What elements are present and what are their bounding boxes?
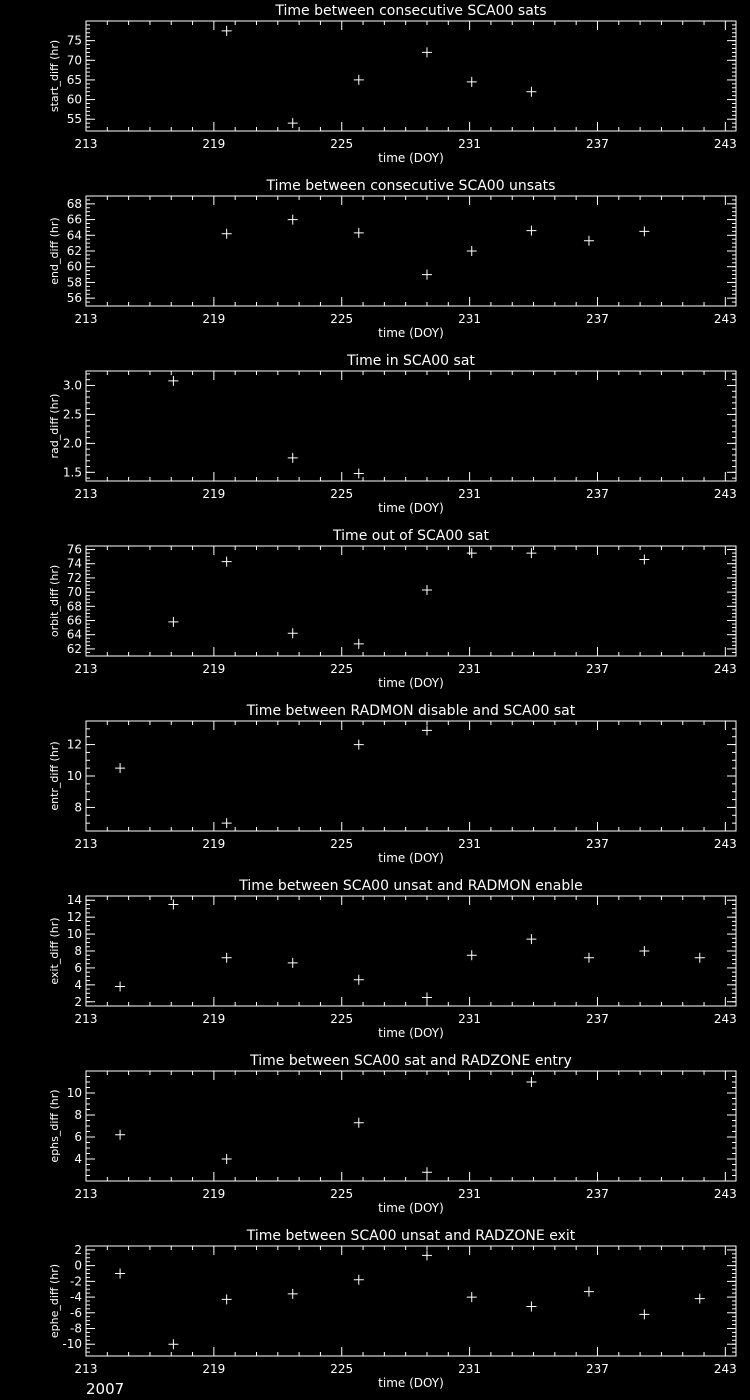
y-tick-label: 3.0 [62,378,82,393]
x-tick-label: 231 [458,137,482,151]
y-tick-label: -6 [70,1305,82,1320]
y-tick-label: 68 [66,599,82,614]
x-tick-label: 213 [74,487,98,501]
y-axis-label: end_diff (hr) [48,217,61,285]
y-tick-label: 58 [66,275,82,290]
data-point [422,725,432,735]
x-tick-label: 243 [713,1362,737,1376]
x-tick-label: 219 [202,1187,226,1201]
chart-title: Time between SCA00 sat and RADZONE entry [250,1053,572,1069]
data-point [288,453,298,463]
data-point [639,946,649,956]
data-point [222,557,232,567]
y-tick-label: 4 [74,1152,82,1166]
x-tick-label: 225 [330,312,354,326]
plot-frame [86,1246,736,1356]
data-point [354,1118,364,1128]
data-point [584,1287,594,1297]
chart-title: Time in SCA00 sat [347,353,475,369]
x-tick-label: 219 [202,137,226,151]
y-tick-label: 10 [66,1086,82,1100]
data-point [354,1275,364,1285]
y-tick-label: 66 [66,212,82,227]
data-point [222,953,232,963]
chart-panel-4 [48,528,737,690]
data-point [288,118,298,128]
y-tick-label: 60 [66,259,82,274]
x-tick-label: 231 [458,662,482,676]
data-point [584,236,594,246]
y-axis-label: ephe_diff (hr) [48,1263,61,1339]
chart-title: Time between SCA00 unsat and RADZONE exit [246,1228,576,1244]
plot-frame [86,21,736,131]
y-tick-label: 62 [66,641,82,656]
y-tick-label: 56 [66,291,82,306]
y-axis-label: ephs_diff (hr) [48,1089,61,1163]
data-point [639,554,649,564]
plot-frame [86,546,736,656]
y-axis-label: exit_diff (hr) [48,917,61,985]
data-point [526,87,536,97]
chart-title: Time between RADMON disable and SCA00 sat [246,703,576,719]
x-tick-label: 219 [202,837,226,851]
y-tick-label: 4 [74,977,82,992]
y-axis-label: entr_diff (hr) [48,741,61,811]
y-tick-label: 70 [66,53,82,68]
y-tick-label: 65 [66,72,82,87]
y-tick-label: 64 [66,627,82,642]
chart-title: Time between consecutive SCA00 sats [275,3,547,19]
x-axis-label: time (DOY) [378,1376,444,1390]
x-tick-label: 219 [202,312,226,326]
year-label: 2007 [86,1380,125,1398]
x-tick-label: 243 [713,487,737,501]
x-tick-label: 219 [202,1012,226,1026]
data-point [354,975,364,985]
data-point [222,26,232,36]
x-tick-label: 237 [586,137,609,151]
y-tick-label: 12 [66,910,82,925]
x-tick-label: 231 [458,1187,482,1201]
chart-panel-8 [48,1228,737,1390]
data-point [354,740,364,750]
x-tick-label: 231 [458,487,482,501]
data-point [222,1294,232,1304]
x-tick-label: 225 [330,137,354,151]
y-axis-label: start_diff (hr) [48,39,61,113]
plot-frame [86,896,736,1006]
x-tick-label: 237 [586,837,609,851]
y-tick-label: 8 [74,800,82,815]
x-tick-label: 219 [202,1362,226,1376]
data-point [168,617,178,627]
data-point [222,229,232,239]
data-point [526,1077,536,1087]
x-tick-label: 243 [713,1012,737,1026]
y-tick-label: 8 [74,944,82,958]
x-axis-label: time (DOY) [378,151,444,165]
x-axis-label: time (DOY) [378,1201,444,1215]
x-tick-label: 213 [74,1012,98,1026]
y-tick-label: 55 [66,112,82,127]
data-point [639,226,649,236]
x-axis-label: time (DOY) [378,676,444,690]
y-tick-label: 62 [66,244,82,258]
x-axis-label: time (DOY) [378,851,444,865]
x-tick-label: 213 [74,1187,98,1201]
plot-frame [86,1071,736,1181]
x-tick-label: 225 [330,662,354,676]
plot-frame [86,371,736,481]
data-point [584,953,594,963]
y-axis-label: rad_diff (hr) [48,393,61,459]
chart-panel-1 [48,3,737,165]
x-tick-label: 225 [330,1012,354,1026]
x-tick-label: 225 [330,1362,354,1376]
x-tick-label: 219 [202,487,226,501]
chart-panel-5 [48,703,737,865]
plot-frame [86,721,736,831]
data-point [467,548,477,558]
y-tick-label: 66 [66,613,82,628]
x-tick-label: 243 [713,837,737,851]
y-tick-label: 75 [66,33,82,48]
x-axis-label: time (DOY) [378,326,444,340]
data-point [222,1154,232,1164]
data-point [168,899,178,909]
y-tick-label: 70 [66,585,82,600]
y-tick-label: 2 [74,994,82,1009]
x-tick-label: 243 [713,662,737,676]
data-point [422,993,432,1003]
y-tick-label: -4 [70,1290,82,1305]
data-point [639,1309,649,1319]
data-point [354,468,364,478]
x-tick-label: 237 [586,1187,609,1201]
y-tick-label: 10 [66,927,82,942]
x-tick-label: 213 [74,662,98,676]
y-tick-label: 6 [74,1130,82,1144]
x-tick-label: 225 [330,487,354,501]
x-tick-label: 225 [330,1187,354,1201]
chart-title: Time out of SCA00 sat [333,528,489,544]
data-point [115,1130,125,1140]
chart-panel-2 [48,178,737,340]
data-point [422,1250,432,1260]
data-point [467,246,477,256]
y-tick-label: 64 [66,228,82,243]
chart-panel-3 [48,353,737,515]
x-tick-label: 243 [713,1187,737,1201]
data-point [115,763,125,773]
x-tick-label: 237 [586,1012,609,1026]
x-tick-label: 231 [458,1012,482,1026]
x-tick-label: 213 [74,312,98,326]
y-tick-label: -10 [62,1337,82,1352]
x-tick-label: 231 [458,837,482,851]
data-point [422,47,432,57]
y-tick-label: 6 [74,960,82,975]
x-tick-label: 219 [202,662,226,676]
y-tick-label: 1.5 [62,465,82,480]
data-point [222,818,232,828]
x-tick-label: 225 [330,837,354,851]
data-point [526,934,536,944]
data-point [288,1289,298,1299]
y-tick-label: 2.0 [62,436,82,451]
data-point [467,77,477,87]
y-tick-label: -8 [70,1321,82,1336]
x-axis-label: time (DOY) [378,501,444,515]
data-point [354,639,364,649]
x-tick-label: 213 [74,1362,98,1376]
x-tick-label: 243 [713,312,737,326]
x-tick-label: 237 [586,662,609,676]
y-tick-label: -2 [70,1274,82,1289]
y-tick-label: 10 [66,769,82,783]
y-tick-label: 60 [66,92,82,107]
y-tick-label: 0 [74,1258,82,1273]
chart-title: Time between SCA00 unsat and RADMON enable [239,878,583,894]
data-point [354,75,364,85]
y-tick-label: 68 [66,196,82,211]
chart-title: Time between consecutive SCA00 unsats [266,178,556,194]
y-tick-label: 2.5 [62,407,82,422]
data-point [695,1294,705,1304]
data-point [467,1292,477,1302]
data-point [288,628,298,638]
data-point [354,228,364,238]
y-tick-label: 14 [66,893,82,908]
data-point [467,950,477,960]
data-point [422,585,432,595]
y-tick-label: 72 [66,570,82,585]
y-tick-label: 8 [74,1108,82,1122]
y-tick-label: 2 [74,1242,82,1257]
y-tick-label: 74 [66,556,82,571]
x-tick-label: 231 [458,312,482,326]
data-point [422,1167,432,1177]
data-point [526,226,536,236]
y-axis-label: orbit_diff (hr) [48,564,61,638]
plot-frame [86,196,736,306]
data-point [168,376,178,386]
x-tick-label: 237 [586,487,609,501]
chart-panel-6 [48,878,737,1040]
data-point [422,270,432,280]
data-point [115,982,125,992]
y-tick-label: 76 [66,542,82,557]
data-point [526,1302,536,1312]
data-point [288,215,298,225]
x-tick-label: 213 [74,837,98,851]
data-point [695,953,705,963]
data-point [288,958,298,968]
x-tick-label: 243 [713,137,737,151]
data-point [526,548,536,558]
x-tick-label: 237 [586,1362,609,1376]
data-point [168,1339,178,1349]
x-axis-label: time (DOY) [378,1026,444,1040]
y-tick-label: 12 [66,737,82,752]
x-tick-label: 231 [458,1362,482,1376]
x-tick-label: 213 [74,137,98,151]
chart-panel-7 [48,1053,737,1215]
data-point [115,1269,125,1279]
x-tick-label: 237 [586,312,609,326]
